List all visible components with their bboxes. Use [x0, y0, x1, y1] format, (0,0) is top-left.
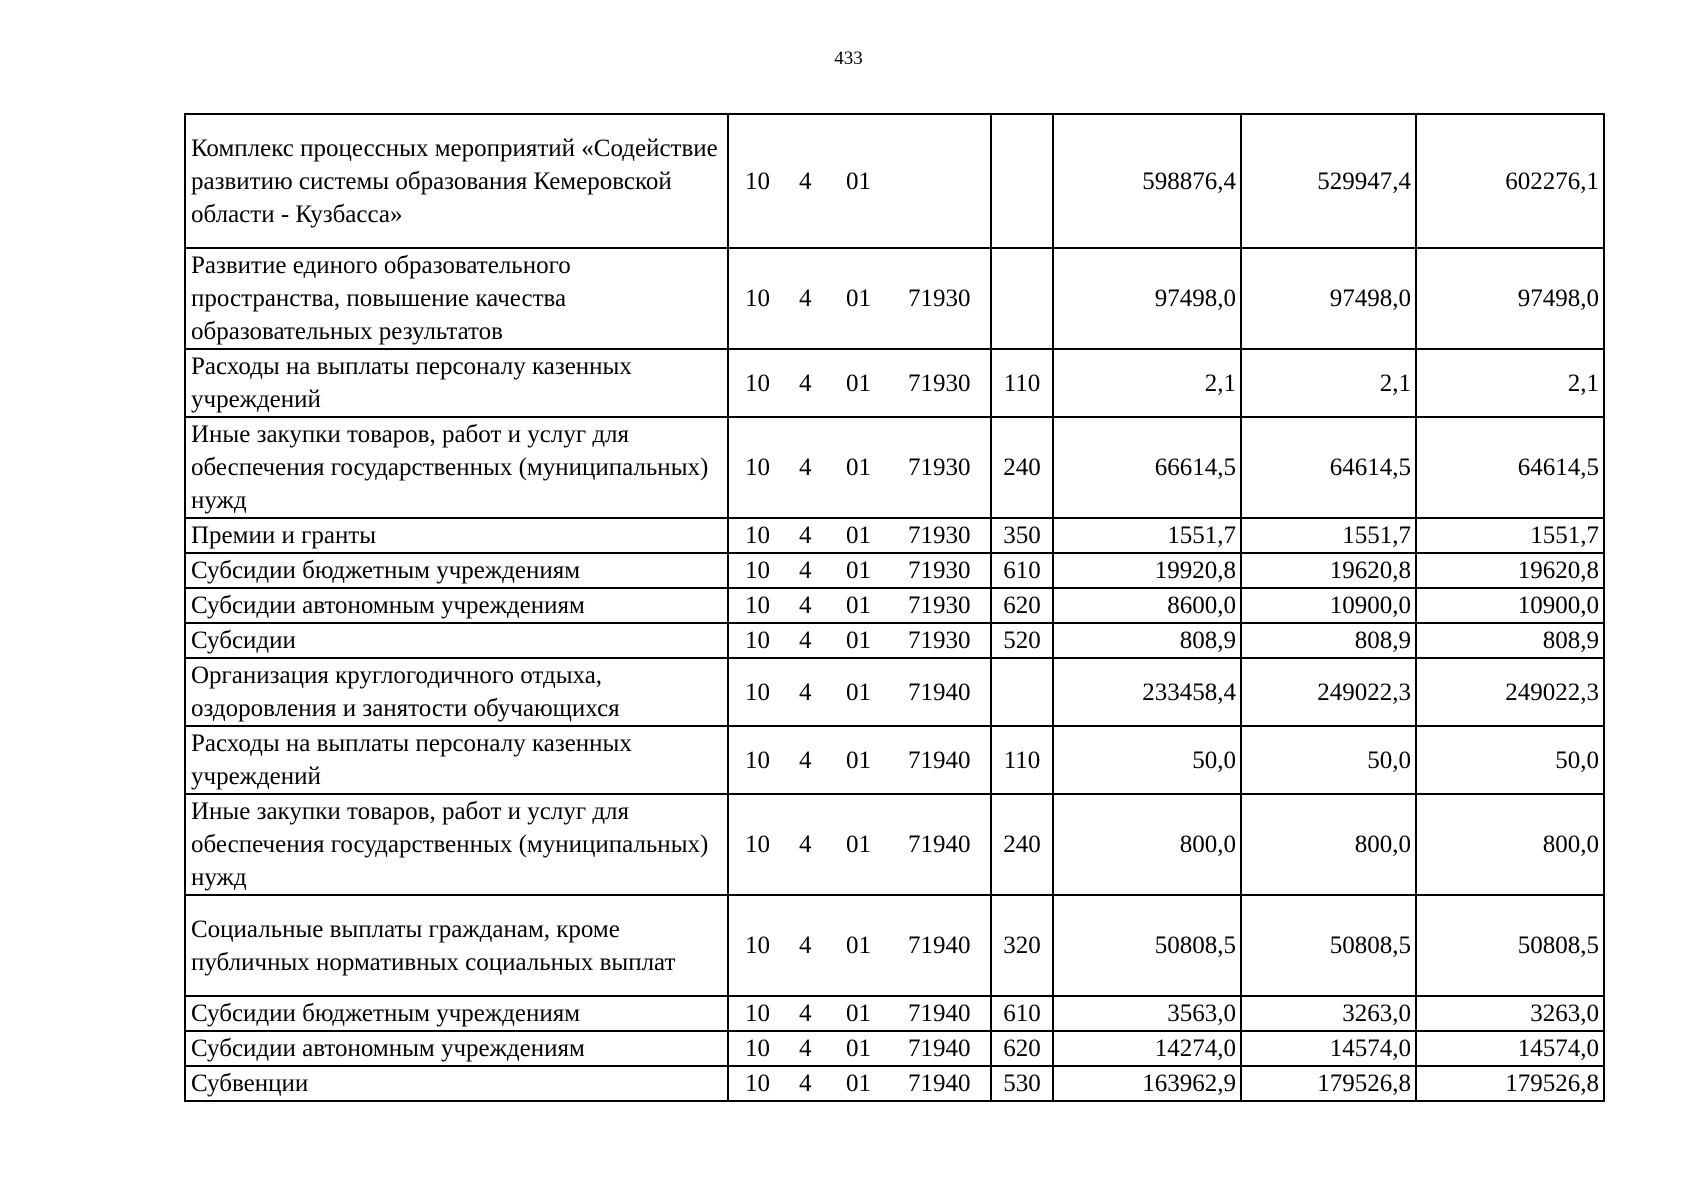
code-c4: 71940	[908, 1035, 971, 1062]
code-c3: 01	[846, 932, 871, 959]
code-c3: 01	[846, 454, 871, 481]
code-c3: 01	[846, 167, 871, 195]
expense-type-cell	[991, 658, 1053, 726]
expense-name-cell: Иные закупки товаров, работ и услуг для обеспечения государственных (муниципальных) нужд	[185, 417, 728, 518]
code-c3: 01	[846, 831, 871, 858]
amount-cell-2: 1551,7	[1241, 518, 1416, 553]
amount-cell-2: 50808,5	[1241, 895, 1416, 996]
classification-code-cell	[728, 553, 991, 588]
expense-name-cell: Комплекс процессных мероприятий «Содействие развитию системы образования Кемеровской области - Кузбасса»	[185, 114, 728, 248]
code-c2: 4	[799, 1070, 812, 1097]
expense-type-cell: 620	[991, 1031, 1053, 1066]
expense-type-cell: 520	[991, 623, 1053, 658]
code-c2: 4	[799, 454, 812, 481]
amount-cell-1: 50808,5	[1053, 895, 1241, 996]
budget-table	[184, 113, 1605, 1102]
code-c2: 4	[799, 627, 812, 654]
amount-cell-2: 64614,5	[1241, 417, 1416, 518]
amount-cell-3: 2,1	[1416, 349, 1604, 417]
amount-cell-2: 179526,8	[1241, 1066, 1416, 1101]
amount-cell-2: 19620,8	[1241, 553, 1416, 588]
amount-cell-3: 3263,0	[1416, 996, 1604, 1031]
amount-cell-1: 2,1	[1053, 349, 1241, 417]
expense-name-cell: Субвенции	[185, 1066, 728, 1101]
expense-type-cell: 110	[991, 349, 1053, 417]
expense-name-cell: Расходы на выплаты персоналу казенных учреждений	[185, 726, 728, 794]
code-c3: 01	[846, 557, 871, 584]
table-row	[185, 248, 1604, 349]
amount-cell-2: 808,9	[1241, 623, 1416, 658]
amount-cell-1: 1551,7	[1053, 518, 1241, 553]
code-c4: 71930	[908, 557, 971, 584]
code-c2: 4	[799, 557, 812, 584]
code-c2: 4	[799, 167, 812, 195]
code-c3: 01	[846, 746, 871, 774]
code-c1: 10	[745, 932, 770, 959]
code-c3: 01	[846, 1000, 871, 1027]
amount-cell-1: 66614,5	[1053, 417, 1241, 518]
expense-name-cell: Субсидии автономным учреждениям	[185, 588, 728, 623]
code-c4: 71940	[908, 932, 971, 959]
expense-type-cell: 610	[991, 996, 1053, 1031]
expense-name-cell: Иные закупки товаров, работ и услуг для обеспечения государственных (муниципальных) нужд	[185, 794, 728, 895]
table-row	[185, 553, 1604, 588]
code-c1: 10	[745, 627, 770, 654]
code-c3: 01	[846, 285, 871, 312]
amount-cell-3: 808,9	[1416, 623, 1604, 658]
code-c1: 10	[745, 1000, 770, 1027]
code-c1: 10	[745, 678, 770, 706]
code-c3: 01	[846, 1070, 871, 1097]
amount-cell-3: 800,0	[1416, 794, 1604, 895]
amount-cell-3: 179526,8	[1416, 1066, 1604, 1101]
classification-code-cell	[728, 996, 991, 1031]
code-c4: 71930	[908, 592, 971, 619]
amount-cell-3: 19620,8	[1416, 553, 1604, 588]
table-row	[185, 114, 1604, 248]
expense-type-cell: 610	[991, 553, 1053, 588]
code-c2: 4	[799, 522, 812, 549]
code-c1: 10	[745, 831, 770, 858]
table-row	[185, 623, 1604, 658]
code-c3: 01	[846, 1035, 871, 1062]
code-c3: 01	[846, 678, 871, 706]
code-c1: 10	[745, 522, 770, 549]
amount-cell-2: 3263,0	[1241, 996, 1416, 1031]
code-c1: 10	[745, 285, 770, 312]
code-c1: 10	[745, 454, 770, 481]
code-c4: 71930	[908, 454, 971, 481]
expense-type-cell: 240	[991, 794, 1053, 895]
code-c4: 71940	[908, 746, 971, 774]
code-c3: 01	[846, 627, 871, 654]
code-c2: 4	[799, 831, 812, 858]
classification-code-cell	[728, 248, 991, 349]
classification-code-cell	[728, 623, 991, 658]
expense-name-cell: Организация круглогодичного отдыха, оздоровления и занятости обучающихся	[185, 658, 728, 726]
code-c4: 71930	[908, 369, 971, 397]
code-c4: 71930	[908, 522, 971, 549]
amount-cell-1: 233458,4	[1053, 658, 1241, 726]
amount-cell-3: 64614,5	[1416, 417, 1604, 518]
classification-code-cell	[728, 588, 991, 623]
classification-code-cell	[728, 349, 991, 417]
amount-cell-2: 97498,0	[1241, 248, 1416, 349]
expense-name-cell: Расходы на выплаты персоналу казенных учреждений	[185, 349, 728, 417]
page-number: 433	[834, 48, 863, 69]
code-c2: 4	[799, 678, 812, 706]
code-c4: 71930	[908, 627, 971, 654]
amount-cell-3: 249022,3	[1416, 658, 1604, 726]
expense-name-cell: Развитие единого образовательного пространства, повышение качества образовательных результатов	[185, 248, 728, 349]
code-c1: 10	[745, 1035, 770, 1062]
expense-name-cell: Субсидии	[185, 623, 728, 658]
code-c2: 4	[799, 1035, 812, 1062]
code-c4: 71940	[908, 831, 971, 858]
amount-cell-3: 1551,7	[1416, 518, 1604, 553]
budget-table-body	[185, 114, 1604, 1101]
code-c2: 4	[799, 369, 812, 397]
expense-type-cell: 240	[991, 417, 1053, 518]
expense-type-cell: 620	[991, 588, 1053, 623]
classification-code-cell	[728, 658, 991, 726]
code-c4: 71930	[908, 285, 971, 312]
table-row	[185, 895, 1604, 996]
amount-cell-1: 97498,0	[1053, 248, 1241, 349]
amount-cell-1: 163962,9	[1053, 1066, 1241, 1101]
classification-code-cell	[728, 114, 991, 248]
amount-cell-2: 2,1	[1241, 349, 1416, 417]
classification-code-cell	[728, 794, 991, 895]
amount-cell-3: 97498,0	[1416, 248, 1604, 349]
code-c1: 10	[745, 746, 770, 774]
code-c4: 71940	[908, 1070, 971, 1097]
amount-cell-2: 50,0	[1241, 726, 1416, 794]
code-c2: 4	[799, 1000, 812, 1027]
classification-code-cell	[728, 417, 991, 518]
amount-cell-1: 3563,0	[1053, 996, 1241, 1031]
code-c2: 4	[799, 932, 812, 959]
amount-cell-1: 14274,0	[1053, 1031, 1241, 1066]
code-c1: 10	[745, 369, 770, 397]
table-row	[185, 658, 1604, 726]
table-row	[185, 996, 1604, 1031]
table-row	[185, 588, 1604, 623]
code-c3: 01	[846, 592, 871, 619]
table-row	[185, 794, 1604, 895]
amount-cell-3: 14574,0	[1416, 1031, 1604, 1066]
expense-type-cell: 110	[991, 726, 1053, 794]
expense-name-cell: Премии и гранты	[185, 518, 728, 553]
code-c3: 01	[846, 522, 871, 549]
amount-cell-2: 529947,4	[1241, 114, 1416, 248]
expense-name-cell: Субсидии бюджетным учреждениям	[185, 553, 728, 588]
amount-cell-2: 14574,0	[1241, 1031, 1416, 1066]
amount-cell-1: 808,9	[1053, 623, 1241, 658]
amount-cell-1: 8600,0	[1053, 588, 1241, 623]
amount-cell-2: 10900,0	[1241, 588, 1416, 623]
expense-type-cell: 320	[991, 895, 1053, 996]
code-c2: 4	[799, 746, 812, 774]
classification-code-cell	[728, 518, 991, 553]
classification-code-cell	[728, 1066, 991, 1101]
expense-type-cell: 530	[991, 1066, 1053, 1101]
expense-type-cell	[991, 114, 1053, 248]
code-c1: 10	[745, 592, 770, 619]
expense-name-cell: Социальные выплаты гражданам, кроме публичных нормативных социальных выплат	[185, 895, 728, 996]
table-row	[185, 417, 1604, 518]
code-c1: 10	[745, 557, 770, 584]
amount-cell-3: 50808,5	[1416, 895, 1604, 996]
classification-code-cell	[728, 726, 991, 794]
amount-cell-3: 10900,0	[1416, 588, 1604, 623]
classification-code-cell	[728, 1031, 991, 1066]
code-c3: 01	[846, 369, 871, 397]
code-c4: 71940	[908, 678, 971, 706]
amount-cell-2: 800,0	[1241, 794, 1416, 895]
code-c2: 4	[799, 592, 812, 619]
amount-cell-1: 19920,8	[1053, 553, 1241, 588]
table-row	[185, 518, 1604, 553]
table-row	[185, 1031, 1604, 1066]
amount-cell-3: 602276,1	[1416, 114, 1604, 248]
amount-cell-1: 50,0	[1053, 726, 1241, 794]
code-c4: 71940	[908, 1000, 971, 1027]
table-row	[185, 349, 1604, 417]
amount-cell-2: 249022,3	[1241, 658, 1416, 726]
code-c1: 10	[745, 1070, 770, 1097]
code-c2: 4	[799, 285, 812, 312]
expense-name-cell: Субсидии бюджетным учреждениям	[185, 996, 728, 1031]
amount-cell-1: 598876,4	[1053, 114, 1241, 248]
amount-cell-3: 50,0	[1416, 726, 1604, 794]
table-row	[185, 1066, 1604, 1101]
expense-type-cell: 350	[991, 518, 1053, 553]
expense-type-cell	[991, 248, 1053, 349]
expense-name-cell: Субсидии автономным учреждениям	[185, 1031, 728, 1066]
table-row	[185, 726, 1604, 794]
classification-code-cell	[728, 895, 991, 996]
code-c1: 10	[745, 167, 770, 195]
amount-cell-1: 800,0	[1053, 794, 1241, 895]
